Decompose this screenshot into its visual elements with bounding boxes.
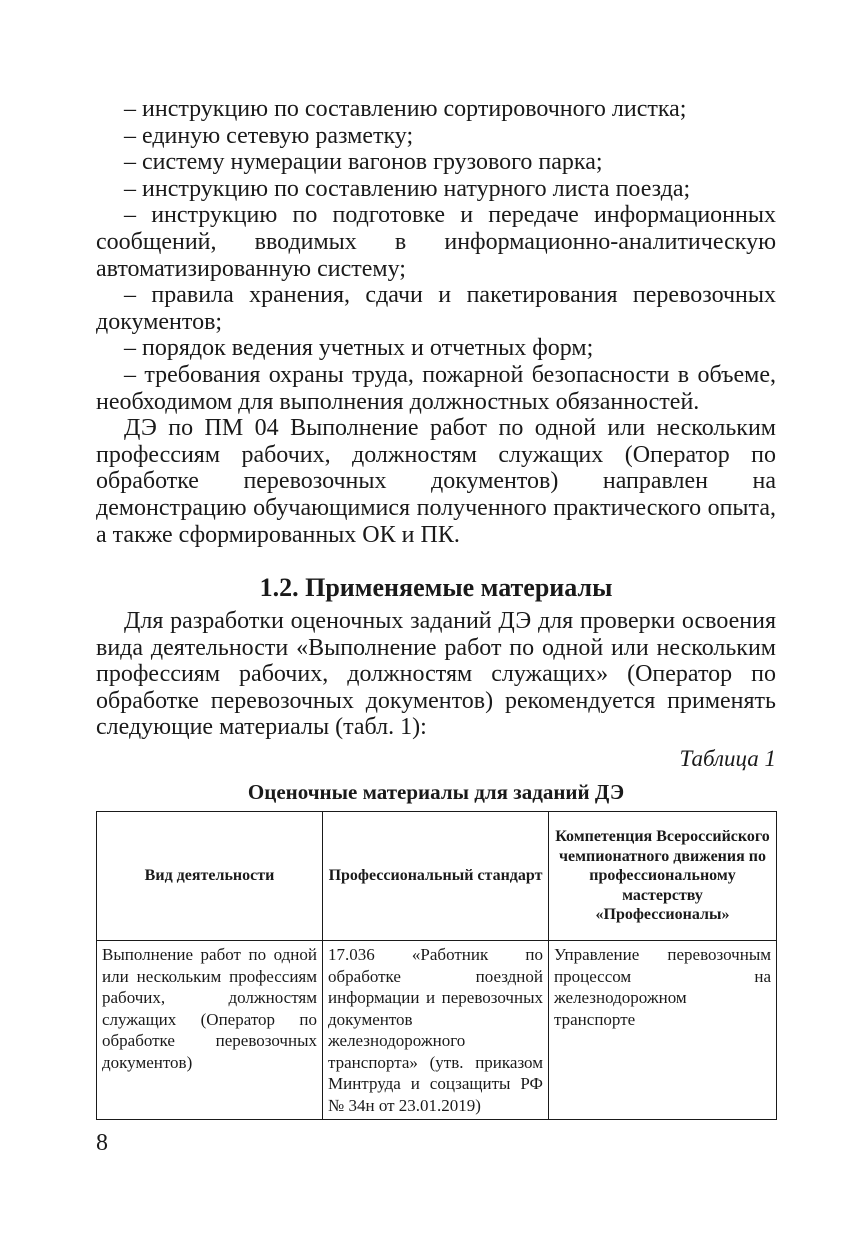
materials-paragraph: Для разработки оценочных заданий ДЭ для проверки освоения вида деятельности «Выполнение работ по одной или нескольким профессиям рабочих, должностям служащих» (Оператор по обработке перевозочных документов) рекомендуется применять следующие материалы (табл. 1): (96, 608, 776, 741)
header-competence: Компетенция Всероссийского чемпионатного движения по профессиональному мастерству «Профессионалы» (549, 812, 777, 941)
table-header-row (97, 812, 777, 941)
list-item: – правила хранения, сдачи и пакетирования перевозочных документов; (96, 282, 776, 335)
requirements-list (96, 96, 776, 415)
table-label: Таблица 1 (679, 746, 776, 772)
cell-competence: Управление перевозочным процессом на железнодорожном транспорте (549, 941, 777, 1120)
list-item: – инструкцию по составлению сортировочного листка; (124, 96, 687, 122)
table-row (97, 941, 777, 1120)
cell-activity: Выполнение работ по одной или нескольким профессиям рабочих, должностям служащих (Оператор по обработке перевозочных документов) (97, 941, 323, 1120)
list-item: – инструкцию по составлению натурного листа поезда; (124, 175, 691, 202)
list-item: – порядок ведения учетных и отчетных форм; (124, 335, 594, 362)
cell-standard: 17.036 «Работник по обработке поездной информации и перевозочных документов железнодорожного транспорта» (утв. приказом Минтруда и соцзащиты РФ № 34н от 23.01.2019) (323, 941, 549, 1120)
materials-table (96, 811, 777, 1120)
page-number: 8 (96, 1130, 108, 1156)
list-item: – инструкцию по подготовке и передаче информационных сообщений, вводимых в информационно-аналитическую автоматизированную систему; (96, 202, 776, 282)
list-item: – требования охраны труда, пожарной безопасности в объеме, необходимом для выполнения должностных обязанностей. (96, 361, 776, 415)
de-paragraph: ДЭ по ПМ 04 Выполнение работ по одной или нескольким профессиям рабочих, должностям служащих (Оператор по обработке перевозочных документов) направлен на демонстрацию обучающимися полученного практического опыта, а также сформированных ОК и ПК. (96, 415, 776, 548)
table-title: Оценочные материалы для заданий ДЭ (247, 780, 625, 805)
list-item: – систему нумерации вагонов грузового парка; (124, 149, 603, 176)
header-activity: Вид деятельности (97, 812, 323, 941)
list-item: – единую сетевую разметку; (124, 122, 414, 149)
section-heading: 1.2. Применяемые материалы (259, 573, 613, 603)
page-content (96, 96, 776, 1120)
header-standard: Профессиональный стандарт (323, 812, 549, 941)
